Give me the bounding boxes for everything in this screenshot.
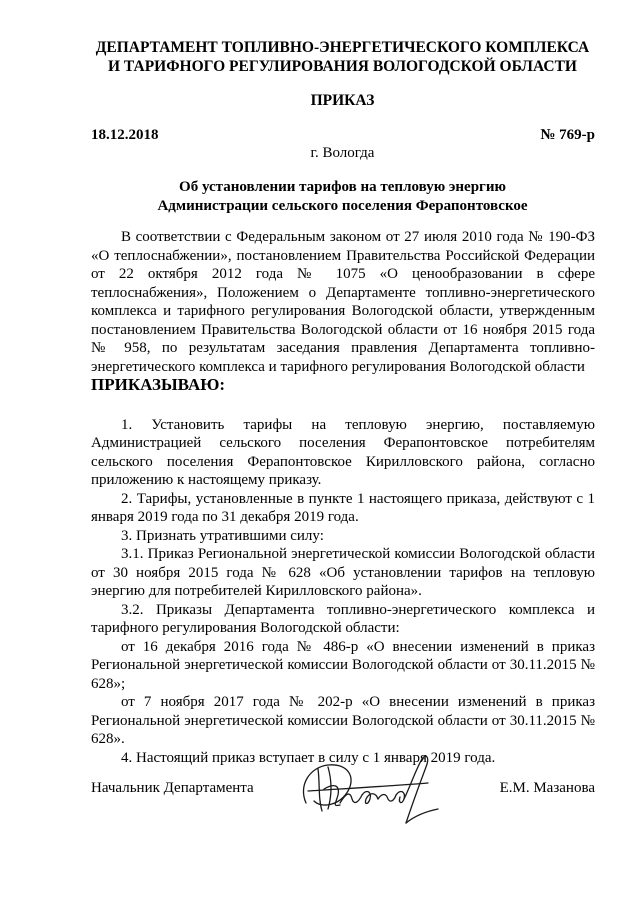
document-number: № 769-р: [540, 127, 595, 143]
title-line-2: Администрации сельского поселения Ферапонтовское: [157, 198, 528, 214]
document-body: [91, 228, 595, 767]
document-city: г. Вологда: [310, 145, 375, 161]
paragraph-3: 3. Признать утратившими силу:: [121, 527, 324, 544]
paragraph-1: 1. Установить тарифы на тепловую энергию, поставляемую Администрацией сельского поселения Ферапонтовское потребителям сельского поселения Ферапонтовское Кирилловского района, согласно приложению к настоящему приказу.: [91, 416, 595, 488]
handwritten-signature: [288, 745, 453, 830]
paragraph-3-2-b: от 7 ноября 2017 года № 202-р «О внесении изменений в приказ Региональной энергетической комиссии Вологодской области от 30.11.2015 № 628».: [91, 694, 595, 747]
signatory-position: Начальник Департамента: [91, 780, 254, 796]
document-type: ПРИКАЗ: [310, 92, 375, 109]
paragraph-3-2-a: от 16 декабря 2016 года № 486-р «О внесении изменений в приказ Региональной энергетической комиссии Вологодской области от 30.11.2015 № 628»;: [91, 638, 595, 692]
department-header-line-2: И ТАРИФНОГО РЕГУЛИРОВАНИЯ ВОЛОГОДСКОЙ ОБЛАСТИ: [108, 58, 577, 75]
paragraph-4: 4. Настоящий приказ вступает в силу с 1 января 2019 года.: [121, 749, 496, 766]
paragraph-2: 2. Тарифы, установленные в пункте 1 настоящего приказа, действуют с 1 января 2019 года по 31 декабря 2019 года.: [91, 490, 595, 525]
order-word: ПРИКАЗЫВАЮ:: [91, 375, 226, 394]
title-line-1: Об установлении тарифов на тепловую энергию: [179, 179, 506, 195]
paragraph-3-1: 3.1. Приказ Региональной энергетической комиссии Вологодской области от 30 ноября 2015 года № 628 «Об установлении тарифов на тепловую энергию для потребителей Кирилловского района».: [91, 546, 595, 599]
department-header-line-1: ДЕПАРТАМЕНТ ТОПЛИВНО-ЭНЕРГЕТИЧЕСКОГО КОМПЛЕКСА: [95, 39, 590, 56]
document-date: 18.12.2018: [91, 127, 159, 143]
document-title: [90, 178, 595, 216]
paragraph-3-2: 3.2. Приказы Департамента топливно-энергетического комплекса и тарифного регулирования Вологодской области:: [91, 601, 595, 636]
signatory-name: Е.М. Мазанова: [499, 780, 595, 796]
preamble-paragraph: В соответствии с Федеральным законом от 27 июля 2010 года № 190-ФЗ «О теплоснабжении», постановлением Правительства Российской Федерации от 22 октября 2012 года № 1075 «О ценообразовании в сфере теплоснабжения», Положением о Департаменте топливно-энергетического комплекса и тарифного регулирования Вологодской области, утвержденным постановлением Правительства Вологодской области от 16 ноября 2015 года № 958, по результатам заседания правления Департамента топливно-энергетического комплекса и тарифного регулирования Вологодской области: [91, 229, 595, 375]
